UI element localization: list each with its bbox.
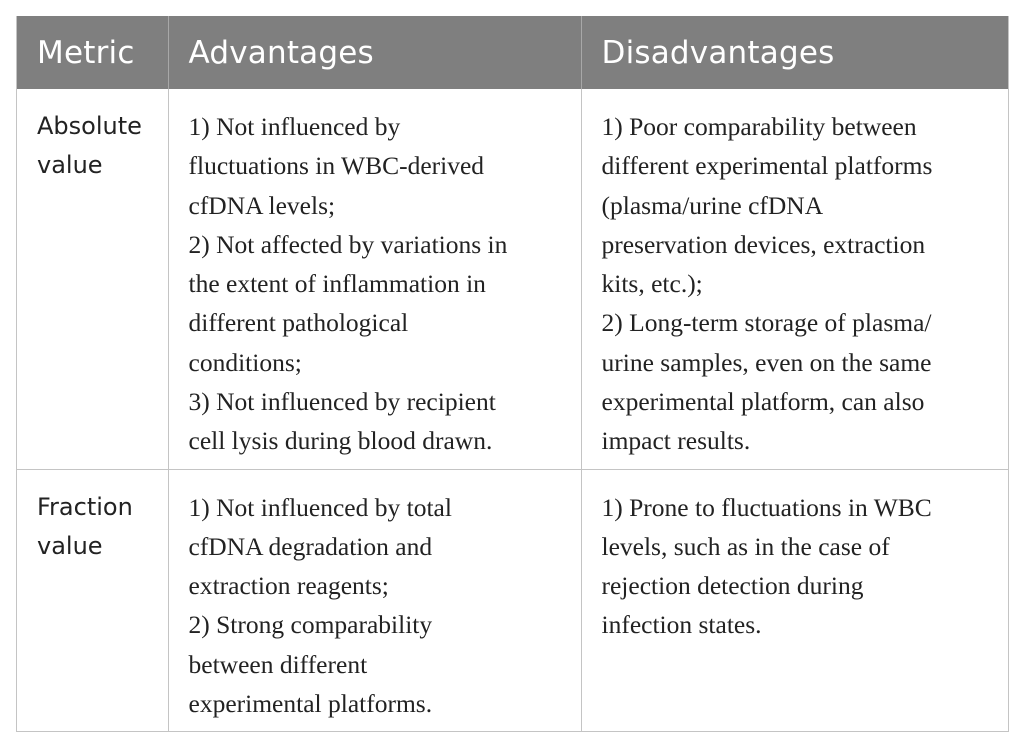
cell-line: 1) Prone to fluctuations in WBC	[601, 492, 932, 522]
cell-line: kits, etc.);	[601, 269, 703, 299]
cell-line: different experimental platforms	[601, 151, 933, 181]
header-row	[17, 16, 1008, 89]
header-disadvantages: Disadvantages	[601, 34, 835, 71]
cell-line: experimental platforms.	[188, 688, 433, 718]
cell-line: rejection detection during	[601, 571, 864, 601]
disadvantages-cell	[581, 469, 1008, 732]
cell-line: 2) Not affected by variations in	[188, 229, 508, 259]
cell-line: 2) Long-term storage of plasma/	[601, 308, 932, 338]
disadvantages-cell	[581, 89, 1008, 469]
cell-line: 3) Not influenced by recipient	[188, 387, 496, 417]
cell-line: preservation devices, extraction	[601, 229, 926, 259]
table-header	[17, 16, 1008, 89]
header-advantages: Advantages	[168, 16, 581, 89]
cell-line: (plasma/urine cfDNA	[601, 190, 824, 220]
cell-line: different pathological	[188, 308, 409, 338]
cell-line: Fraction	[37, 492, 133, 521]
table-grid	[17, 16, 1008, 732]
cell-line: 1) Not influenced by total	[188, 492, 452, 522]
advantages-cell	[168, 469, 581, 732]
cell-line: cfDNA levels;	[188, 190, 336, 220]
table-body	[17, 89, 1008, 732]
cell-line: impact results.	[601, 426, 751, 456]
cell-line: fluctuations in WBC-derived	[188, 151, 485, 181]
cell-line: between different	[188, 649, 368, 679]
table-row	[17, 469, 1008, 732]
cell-line: infection states.	[601, 610, 762, 640]
comparison-table	[16, 16, 1009, 732]
table-row	[17, 89, 1008, 469]
header-metric: Metric	[17, 16, 168, 89]
cell-line: Absolute	[37, 112, 142, 140]
advantages-cell	[168, 89, 581, 469]
cell-line: levels, such as in the case of	[601, 531, 890, 561]
cell-line: experimental platform, can also	[601, 387, 925, 417]
cell-line: cfDNA degradation and	[188, 531, 433, 561]
cell-line: value	[37, 151, 103, 180]
cell-line: cell lysis during blood drawn.	[188, 426, 493, 456]
cell-line: urine samples, even on the same	[601, 347, 932, 377]
metric-cell	[17, 469, 168, 732]
cell-line: 1) Poor comparability between	[601, 112, 917, 141]
cell-line: 1) Not influenced by	[188, 112, 401, 141]
cell-line: the extent of inflammation in	[188, 269, 486, 299]
metric-cell	[17, 89, 168, 469]
cell-line: 2) Strong comparability	[188, 610, 433, 640]
cell-line: value	[37, 531, 103, 560]
cell-line: conditions;	[188, 347, 302, 377]
cell-line: extraction reagents;	[188, 571, 389, 601]
